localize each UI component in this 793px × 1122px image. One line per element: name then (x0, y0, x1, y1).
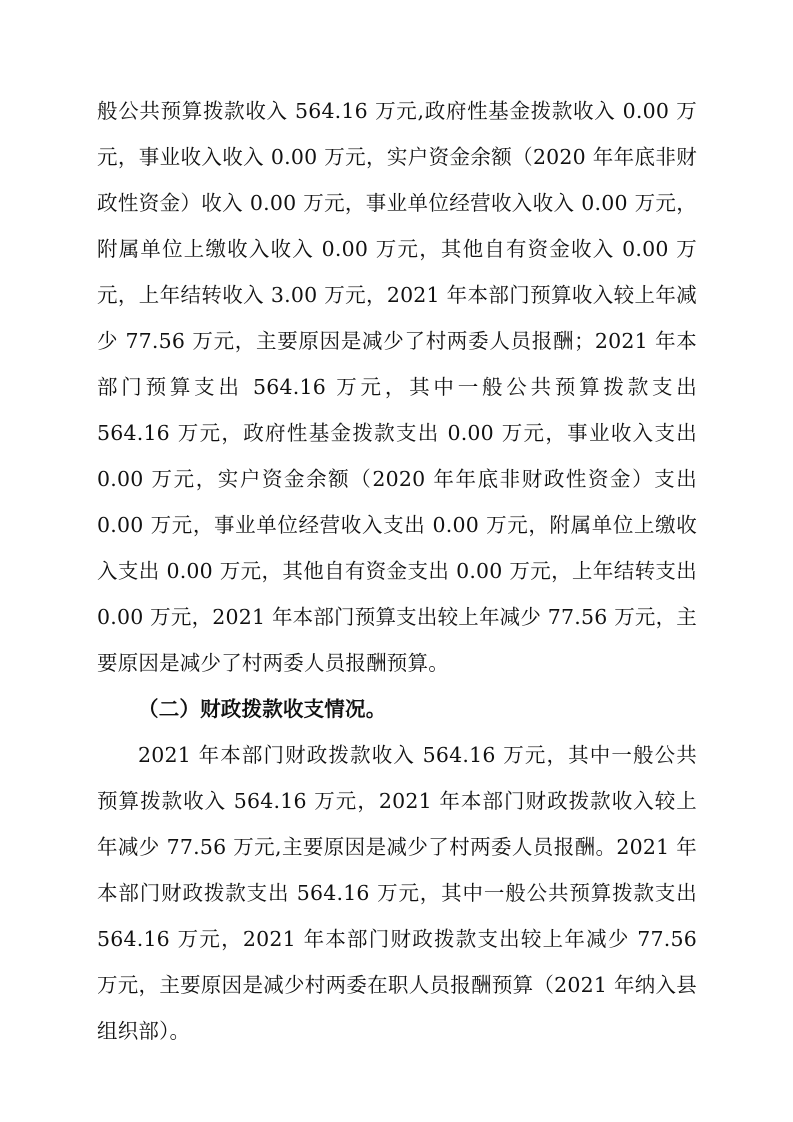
section-heading-fiscal-appropriation: （二）财政拨款收支情况。 (138, 697, 387, 721)
page-content (97, 88, 697, 1054)
paragraph-budget-revenue-expenditure: 般公共预算拨款收入 564.16 万元,政府性基金拨款收入 0.00 万元，事业收入收入 0.00 万元，实户资金余额（2020 年年底非财政性资金）收入 0.00 万元，事业单位经营收入收入 0.00 万元，附属单位上缴收入收入 0.00 万元，其他自有资金收入 0.00 万元，上年结转收入 3.00 万元，2021 年本部门预算收入较上年减少 77.56 万元，主要原因是减少了村两委人员报酬；2021 年本部门预算支出 564.16 万元，其中一般公共预算拨款支出 564.16 万元，政府性基金拨款支出 0.00 万元，事业收入支出 0.00 万元，实户资金余额（2020 年年底非财政性资金）支出 0.00 万元，事业单位经营收入支出 0.00 万元，附属单位上缴收入支出 0.00 万元，其他自有资金支出 0.00 万元，上年结转支出 0.00 万元，2021 年本部门预算支出较上年减少 77.56 万元，主要原因是减少了村两委人员报酬预算。 (97, 99, 697, 675)
paragraph-fiscal-appropriation-detail: 2021 年本部门财政拨款收入 564.16 万元，其中一般公共预算拨款收入 564.16 万元，2021 年本部门财政拨款收入较上年减少 77.56 万元,主要原因是减少了村两委人员报酬。2021 年本部门财政拨款支出 564.16 万元，其中一般公共预算拨款支出 564.16 万元，2021 年本部门财政拨款支出较上年减少 77.56 万元，主要原因是减少村两委在职人员报酬预算（2021 年纳入县组织部）。 (97, 743, 697, 1043)
